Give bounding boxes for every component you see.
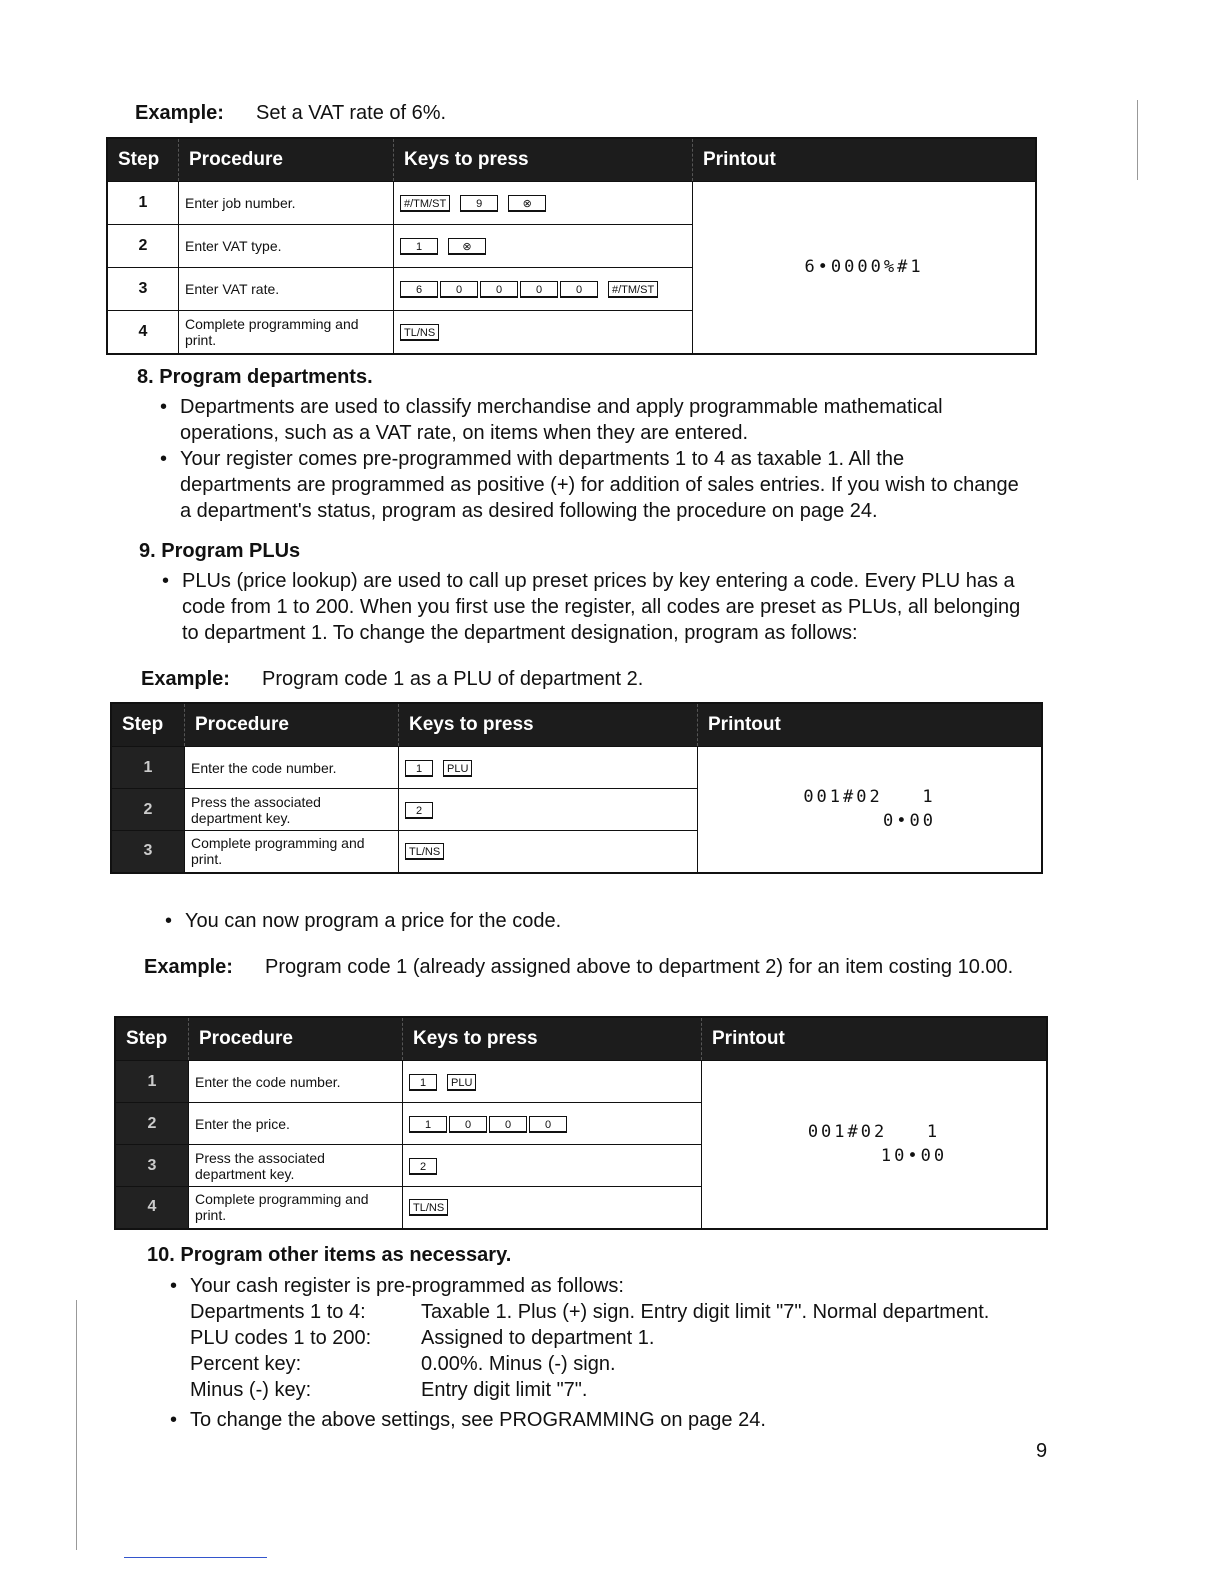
printout: 001#02 1 10•00 [702,1061,1048,1229]
section-8-bullet-1: • Departments are used to classify merchandise and apply programmable mathematical operations, such as a VAT rate, on items when they are entered. [180,394,1020,446]
table-row: 1 Enter the code number. 1 PLU 001#02 1 10•00 [115,1061,1047,1103]
example-1: Example: Set a VAT rate of 6%. [135,102,447,124]
scan-edge-line [1137,100,1138,180]
printout: 001#02 1 0•00 [698,747,1043,873]
scan-edge-line [76,1300,77,1550]
note-bullet: • You can now program a price for the code. [185,908,561,934]
settings-list [190,1299,1050,1403]
setting-row: Minus (-) key: Entry digit limit "7". [190,1379,588,1401]
setting-row: Departments 1 to 4: Taxable 1. Plus (+) sign. Entry digit limit "7". Normal department. [190,1301,990,1323]
plu-price-table: Step Procedure Keys to press Printout 1 Enter the code number. 1 PLU 001#02 1 10•00 2 Enter the price. 1 0 0 0 3 Press the associated department key. 2 4 Complete programming and print. TL/NS [114,1016,1048,1230]
table-row: 4 Complete programming and print. TL/NS [107,311,1036,354]
keys-cell: #/TM/ST 9 ⊗ [394,182,693,225]
table-row: 4 Complete programming and print. TL/NS [115,1187,1047,1229]
col-procedure: Procedure [179,138,394,182]
example-3: Example: Program code 1 (already assigned above to department 2) for an item costing 10.00. [144,956,1014,978]
vat-table [106,137,1037,355]
table-row: 3 Press the associated department key. 2 [115,1145,1047,1187]
table-row: 2 Press the associated department key. 2 [111,789,1042,831]
table-row: 1 Enter job number. #/TM/ST 9 ⊗ 6•0000%#1 [107,182,1036,225]
setting-row: PLU codes 1 to 200: Assigned to department 1. [190,1327,655,1349]
scan-underline [124,1557,267,1558]
setting-row: Percent key: 0.00%. Minus (-) sign. [190,1353,616,1375]
printout: 6•0000%#1 [693,182,1037,354]
col-keys: Keys to press [394,138,693,182]
section-10-heading: 10. Program other items as necessary. [147,1244,512,1266]
section-9-heading: 9. Program PLUs [139,540,301,562]
table-row: 2 Enter the price. 1 0 0 0 [115,1103,1047,1145]
table-row: 2 Enter VAT type. 1 ⊗ [107,225,1036,268]
page-number: 9 [1036,1440,1048,1462]
section-8-heading: 8. Program departments. [137,366,373,388]
section-9-bullet-1: • PLUs (price lookup) are used to call up preset prices by key entering a code. Every PLU has a code from 1 to 200. When you first use the register, all codes are preset as PLUs, all belonging to department 1. To change the department designation, program as follows: [182,568,1032,646]
example-2: Example: Program code 1 as a PLU of department 2. [141,668,644,690]
table-row: 1 Enter the code number. 1 PLU 001#02 1 0•00 [111,747,1042,789]
col-printout: Printout [693,138,1037,182]
table-row: 3 Enter VAT rate. 6 0 0 0 0 #/TM/ST [107,268,1036,311]
col-step: Step [107,138,179,182]
section-10-bullet-2: • To change the above settings, see PROGRAMMING on page 24. [190,1407,766,1433]
plu-dept-table: Step Procedure Keys to press Printout 1 Enter the code number. 1 PLU 001#02 1 0•00 2 Press the associated department key. 2 3 Complete programming and print. TL/NS [110,702,1043,874]
section-10-bullet-1: • Your cash register is pre-programmed as follows: [190,1273,624,1299]
section-8-bullet-2: • Your register comes pre-programmed with departments 1 to 4 as taxable 1. All the departments are programmed as positive (+) for addition of sales entries. If you wish to change a department's status, program as desired following the procedure on page 24. [180,446,1020,524]
table-row: 3 Complete programming and print. TL/NS [111,831,1042,873]
